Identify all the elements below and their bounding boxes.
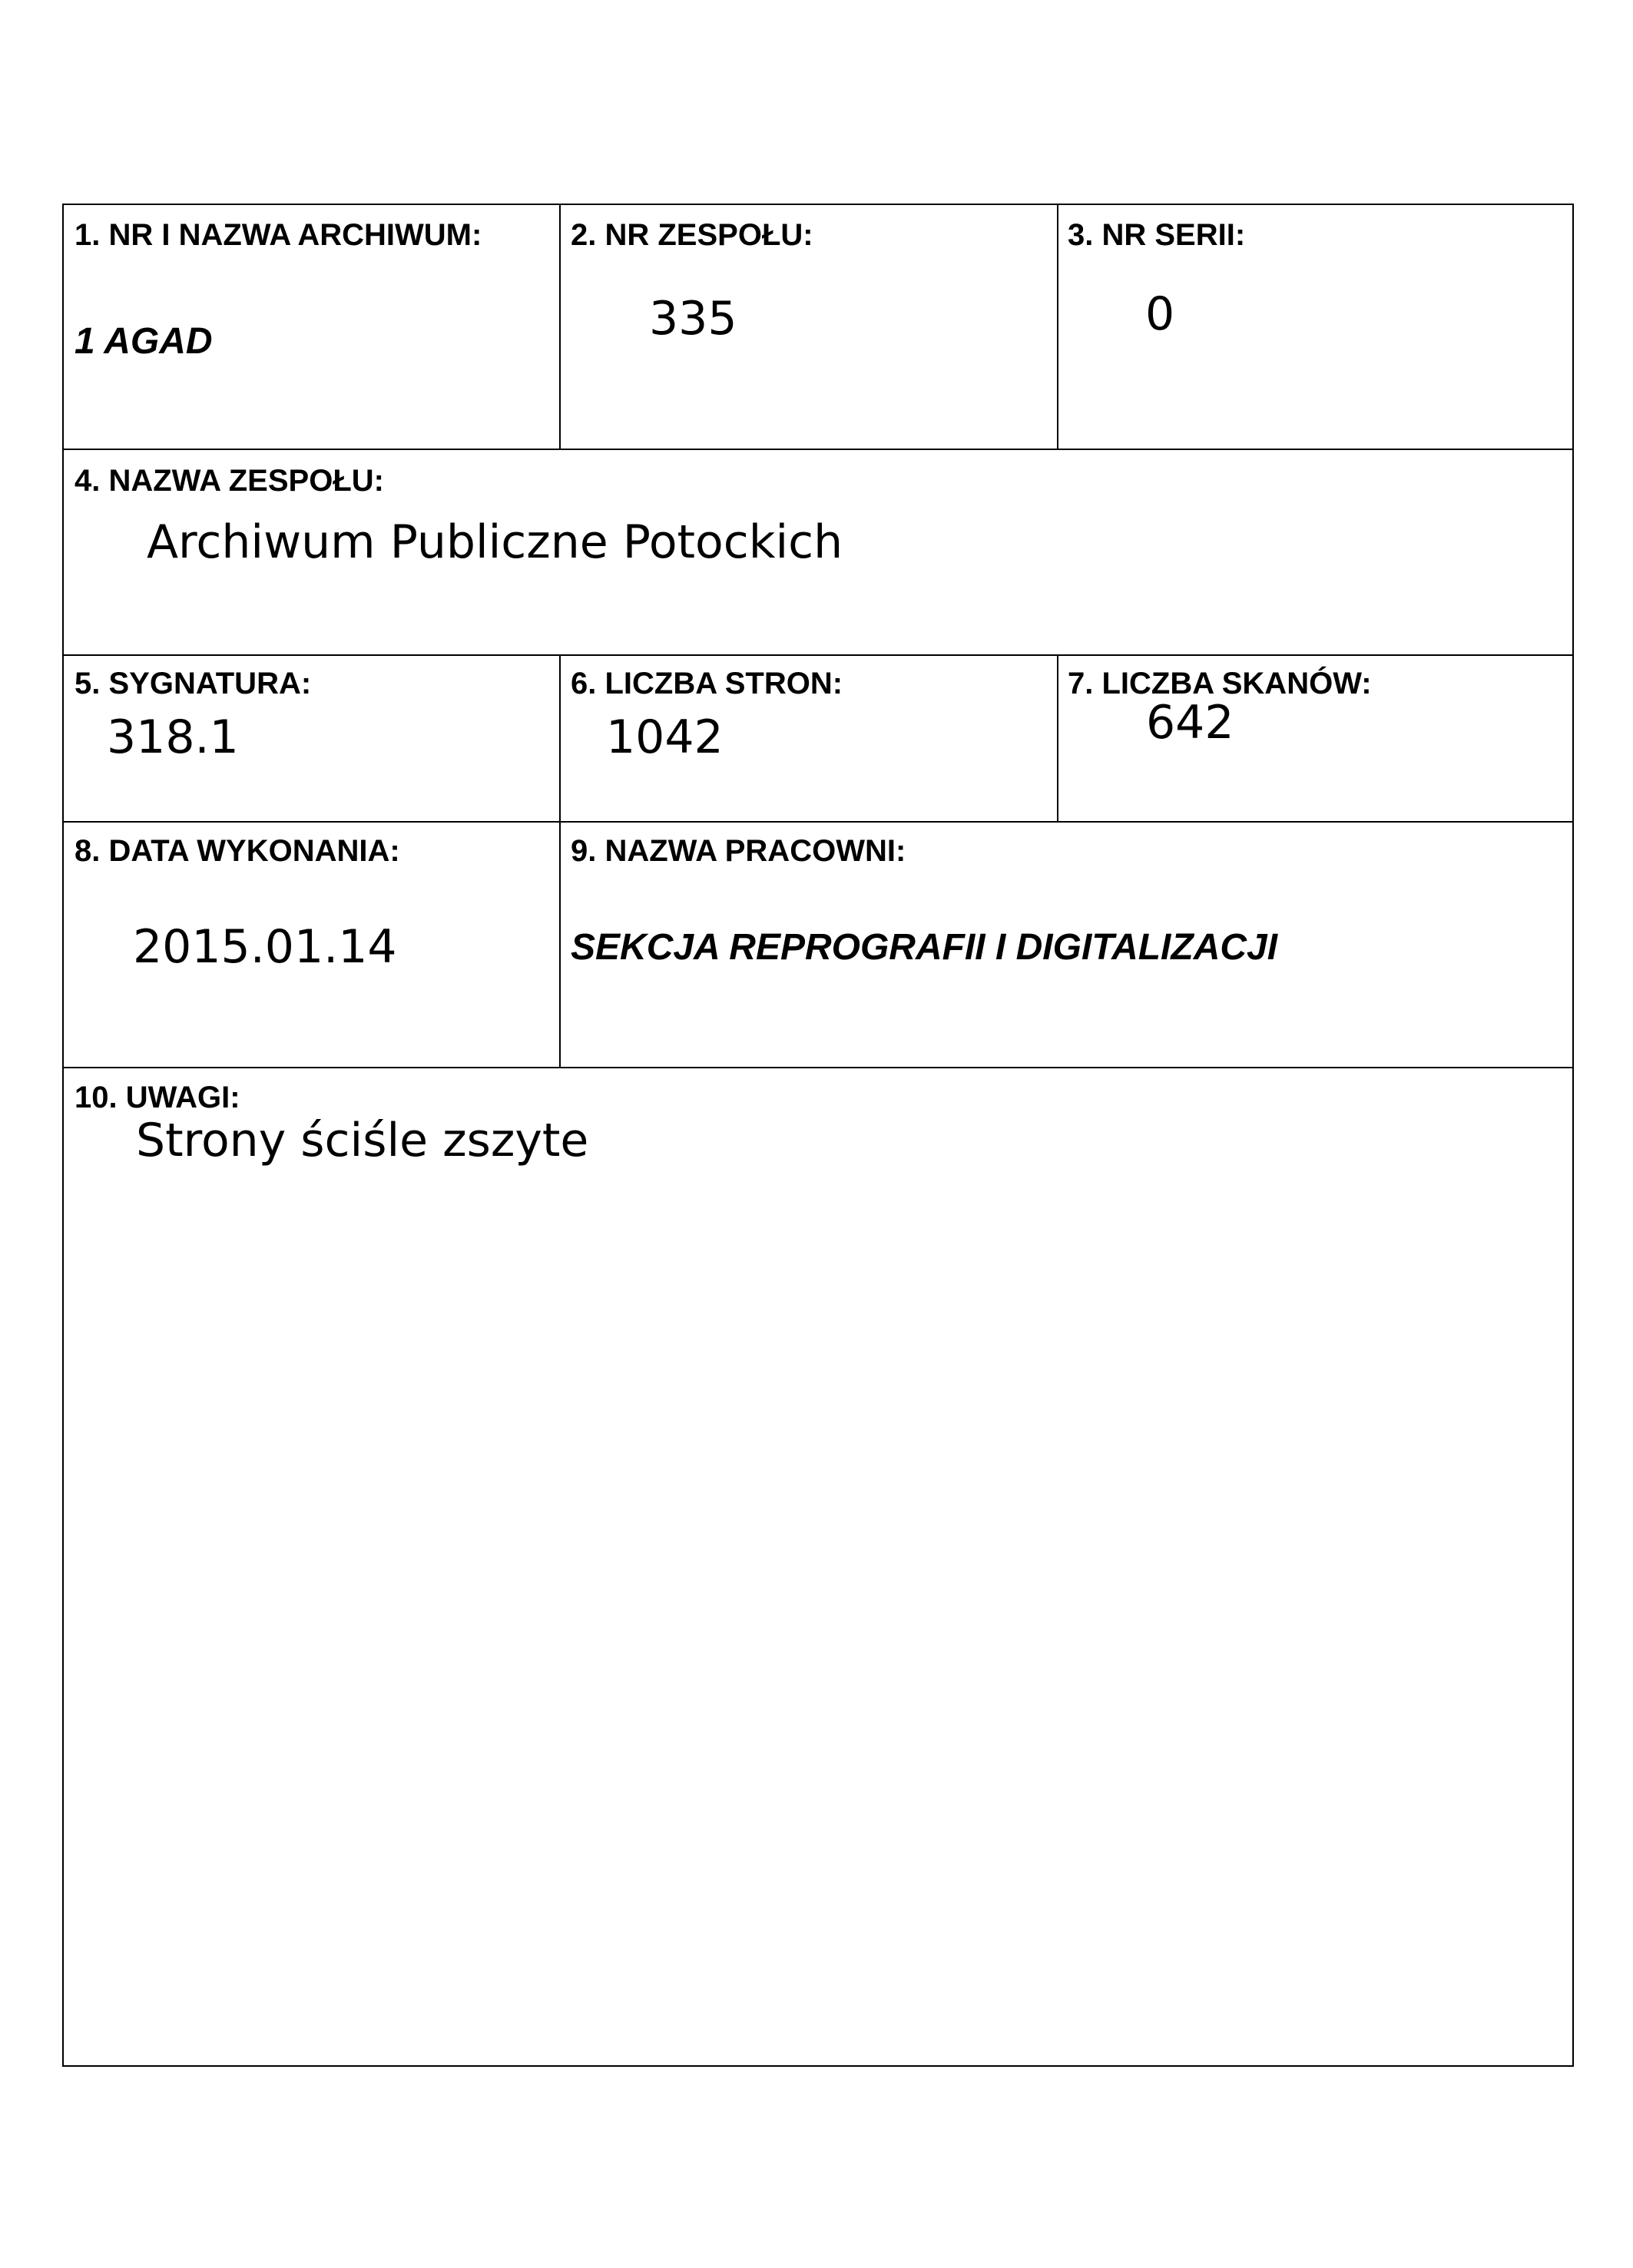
date-cell [64,823,559,1067]
page-count-label: 6. LICZBA STRON: [571,667,843,700]
signature-value: 318.1 [107,710,239,764]
scan-count-label: 7. LICZBA SKANÓW: [1068,667,1372,700]
scan-count-cell [1058,656,1572,821]
fond-number-value: 335 [649,292,737,346]
archive-label: 1. NR I NAZWA ARCHIWUM: [75,218,482,252]
page-count-cell [561,656,1057,821]
signature-label: 5. SYGNATURA: [75,667,312,700]
series-number-label: 3. NR SERII: [1068,218,1246,252]
workshop-label: 9. NAZWA PRACOWNI: [571,834,906,868]
fond-number-cell [561,205,1057,449]
page-count-value: 1042 [606,710,724,764]
fond-name-cell [64,450,1572,654]
archive-cell [64,205,559,449]
notes-value: Strony ściśle zszyte [136,1114,589,1167]
workshop-value: SEKCJA REPROGRAFII I DIGITALIZACJI [571,927,1278,968]
fond-name-value: Archiwum Publiczne Potockich [147,515,843,569]
workshop-cell [561,823,1572,1067]
date-value: 2015.01.14 [133,920,397,974]
signature-cell [64,656,559,821]
date-label: 8. DATA WYKONANIA: [75,834,400,868]
series-number-value: 0 [1145,287,1175,341]
notes-label: 10. UWAGI: [75,1081,240,1114]
fond-name-label: 4. NAZWA ZESPOŁU: [75,464,384,498]
series-number-cell [1058,205,1572,449]
archive-value: 1 AGAD [75,321,213,362]
archive-metadata-form [62,204,1574,2067]
fond-number-label: 2. NR ZESPOŁU: [571,218,813,252]
scan-count-value: 642 [1146,696,1234,750]
notes-cell [64,1068,1572,2065]
